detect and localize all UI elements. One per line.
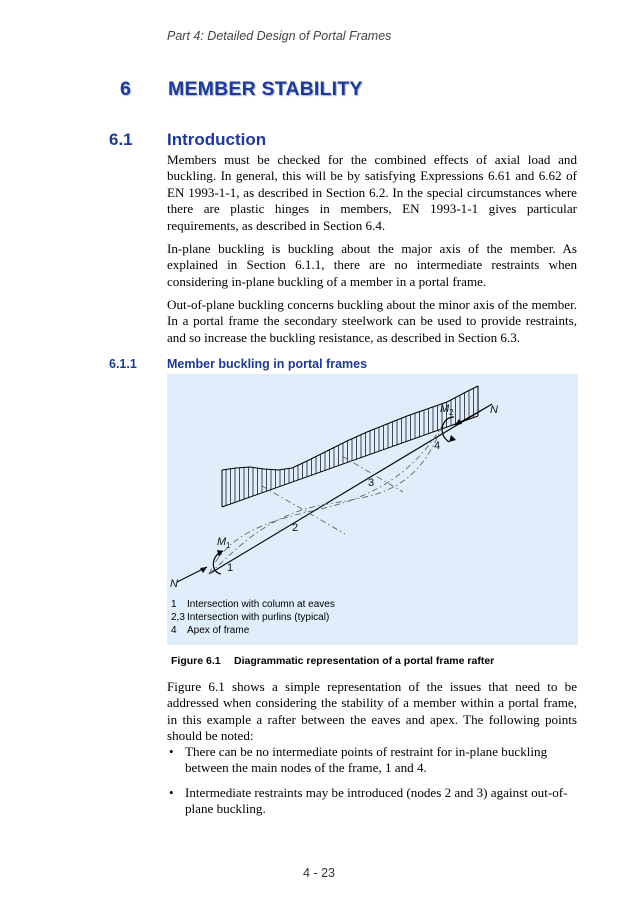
- moment-diagram-outline: [222, 386, 478, 470]
- page-number: 4 - 23: [303, 866, 335, 880]
- list-item-text: There can be no intermediate points of restraint for in-plane buckling between the main nodes of the frame, 1 and 4.: [185, 744, 548, 776]
- figure-rafter-diagram: [167, 374, 578, 645]
- figure-caption-text: Diagrammatic representation of a portal frame rafter: [234, 655, 495, 667]
- legend-key: 4: [171, 625, 177, 636]
- axial-force-left-label: N: [170, 578, 178, 590]
- list-item: [167, 785, 577, 818]
- axial-force-right-label: N: [490, 404, 498, 416]
- bullet-icon: •: [169, 784, 174, 800]
- moment-m2-subscript: 2: [449, 408, 454, 417]
- section-number: 6.1: [109, 130, 133, 149]
- figure-caption-label: Figure 6.1: [171, 655, 221, 667]
- list-item-text: Intermediate restraints may be introduced (nodes 2 and 3) against out-of-plane buckling.: [185, 784, 568, 817]
- node-3-label: 3: [368, 477, 375, 489]
- subsection-title: Member buckling in portal frames: [167, 357, 368, 371]
- moment-m2-label: M: [440, 403, 450, 415]
- legend-text: Apex of frame: [187, 625, 250, 636]
- section-title: Introduction: [167, 130, 267, 149]
- rafter-member-line: [209, 404, 492, 574]
- purlin-restraint-node2-a: [262, 486, 345, 534]
- paragraph-after-figure: Figure 6.1 shows a simple representation of the issues that need to be addressed when considering the stability of a member within a portal frame, in this example a rafter between the eaves and apex. The following points should be noted:: [167, 679, 577, 744]
- legend-key: 1: [171, 599, 177, 610]
- node-2-label: 2: [292, 522, 299, 534]
- paragraph-intro-1: Members must be checked for the combined effects of axial load and buckling. In general, this will be by satisfying Expressions 6.61 and 6.62 of EN 1993-1-1, as described in Section 6.2. In the special circumstances where there are plastic hinges in members, EN 1993-1-1 gives particular requirements, as described in Section 6.4.: [167, 152, 577, 233]
- chapter-title: MEMBER STABILITY: [168, 78, 363, 100]
- moment-m1-label: M: [217, 536, 227, 548]
- moment-m2-arrowhead: [449, 435, 456, 442]
- buckled-shape-in-plane: [209, 426, 442, 574]
- bullet-list: [167, 744, 577, 826]
- chapter-number: 6: [120, 78, 131, 100]
- paragraph-intro-2: In-plane buckling is buckling about the major axis of the member. As explained in Section 6.1.1, there are no intermediate restraints when considering in-plane buckling of a member in a portal frame.: [167, 241, 577, 289]
- subsection-number: 6.1.1: [109, 357, 137, 371]
- moment-m1-subscript: 1: [226, 541, 231, 550]
- legend-key: 2,3: [171, 612, 185, 623]
- legend-text: Intersection with purlins (typical): [187, 612, 330, 623]
- legend-text: Intersection with column at eaves: [187, 599, 335, 610]
- bullet-icon: •: [169, 744, 174, 759]
- buckled-shape-out-of-plane: [209, 426, 442, 574]
- moment-diagram-baseline: [222, 416, 478, 507]
- node-4-label: 4: [434, 440, 441, 452]
- node-1-label: 1: [227, 562, 234, 574]
- running-header: Part 4: Detailed Design of Portal Frames: [167, 29, 392, 43]
- list-item: [167, 744, 577, 777]
- paragraph-intro-3: Out-of-plane buckling concerns buckling about the minor axis of the member. In a portal frame the secondary steelwork can be used to provide restraints, and so increase the buckling resistance, as described in Section 6.3.: [167, 297, 577, 345]
